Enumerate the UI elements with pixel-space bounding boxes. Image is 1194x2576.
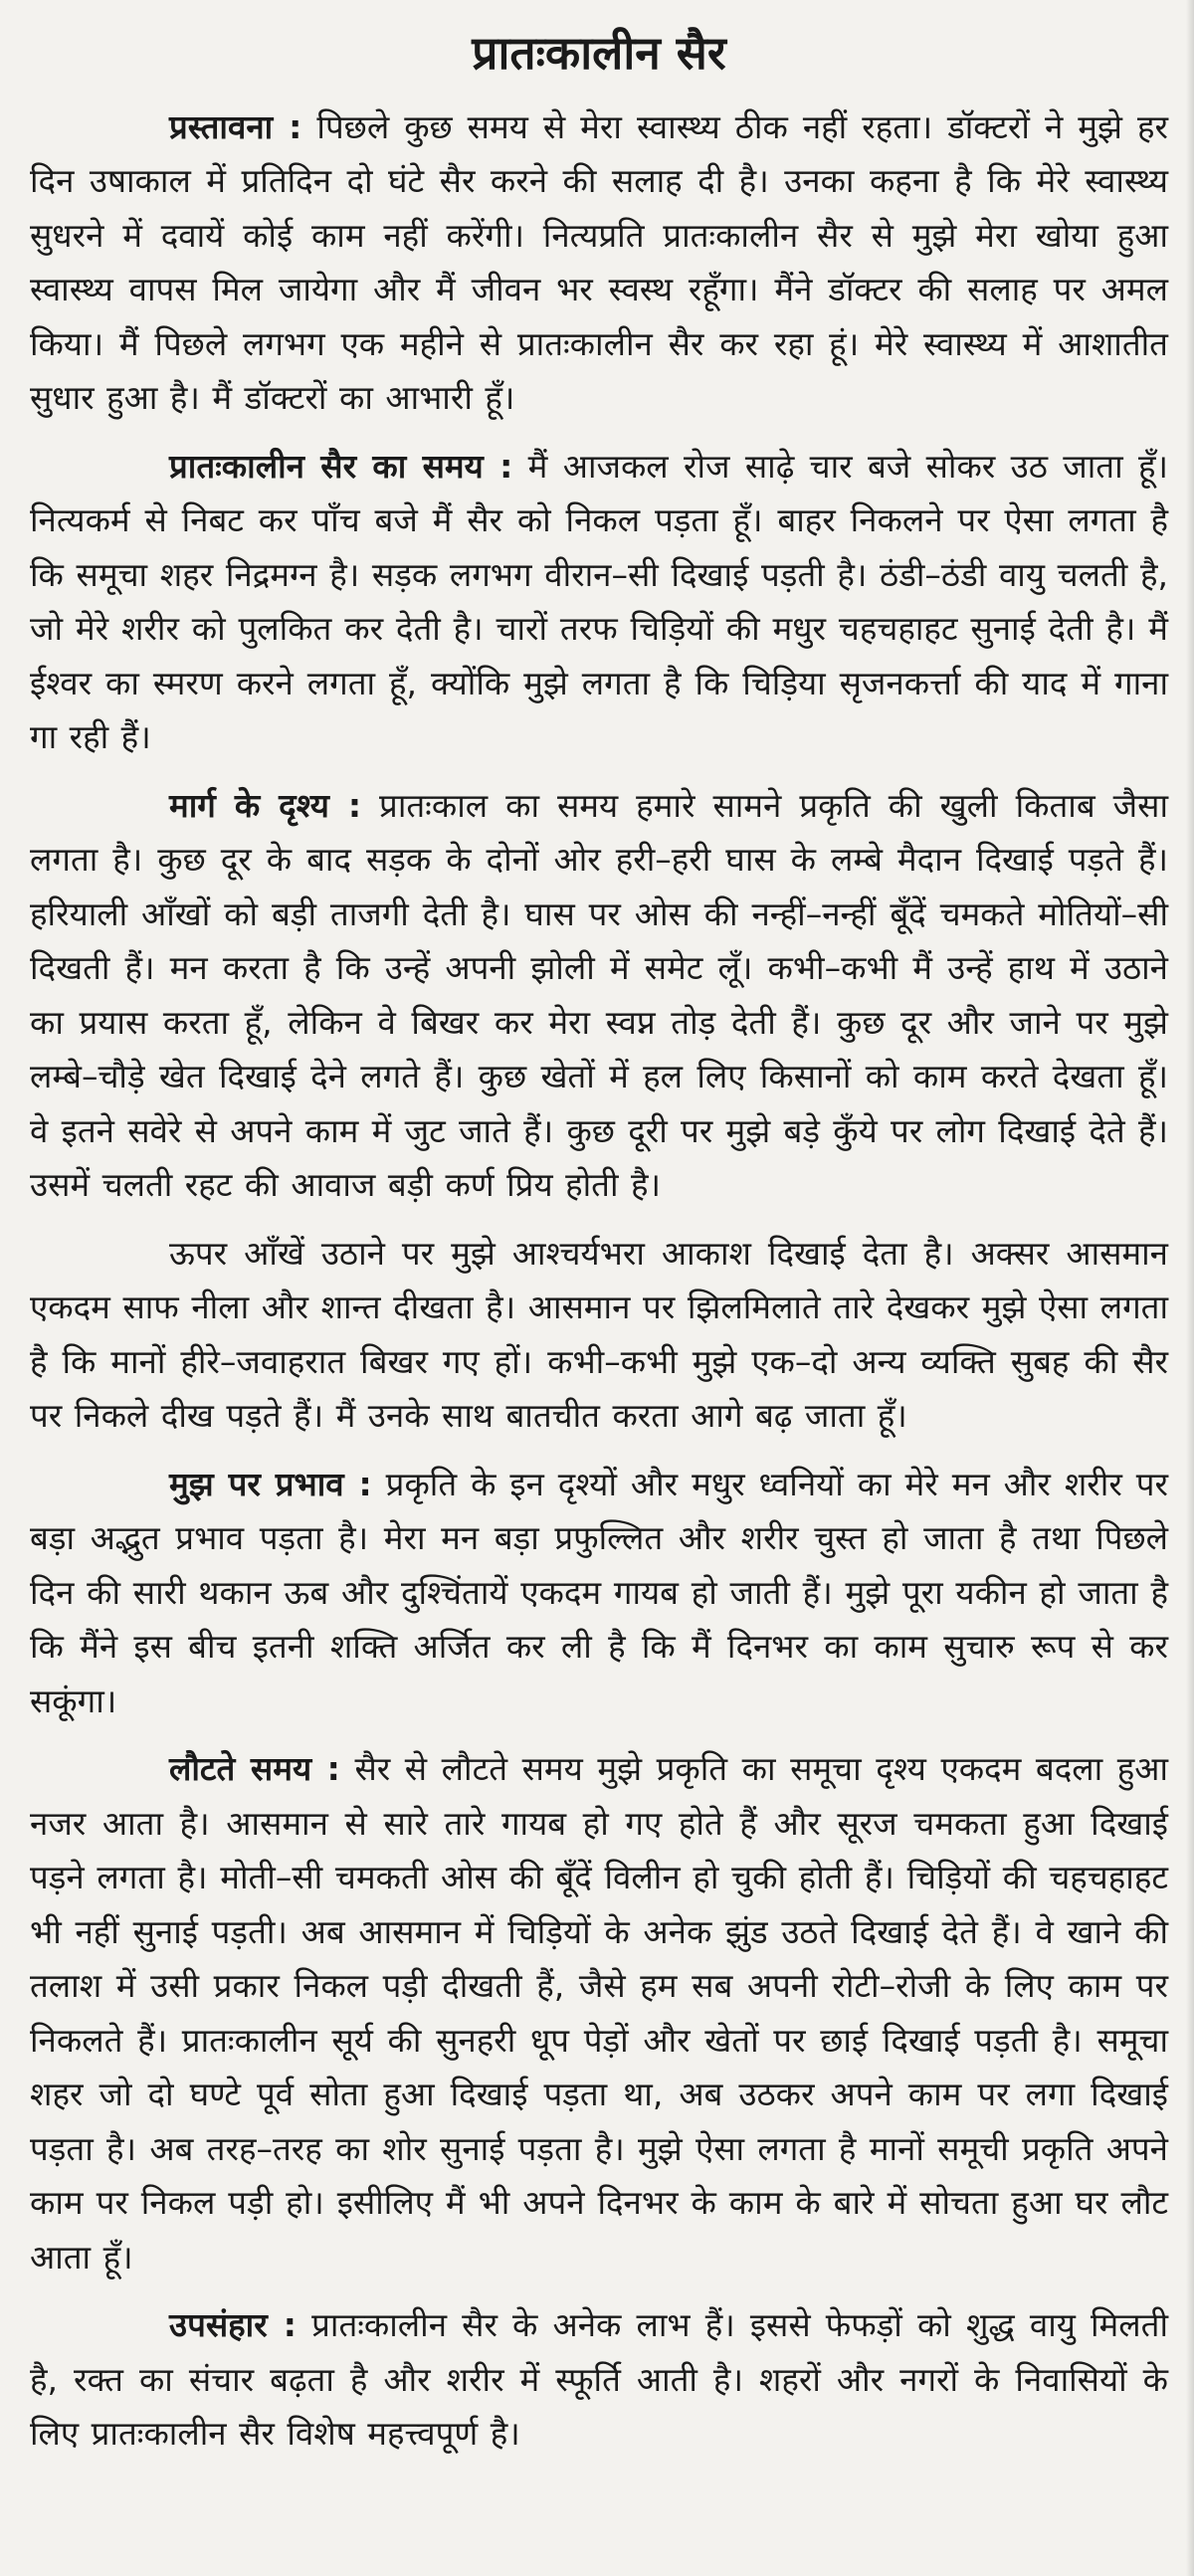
paragraph-effect-on-me xyxy=(30,1458,1168,1729)
paragraph-returning xyxy=(30,1742,1168,2284)
paragraph-route-scenes xyxy=(30,779,1168,1213)
heading-route-scenes: मार्ग के दृश्य : xyxy=(169,785,362,825)
text-returning: सैर से लौटते समय मुझे प्रकृति का समूचा दृश्य एकदम बदला हुआ नजर आता है। आसमान से सारे तारे गायब हो गए होते हैं और सूरज चमकता हुआ दिखाई पड़ने लगता है। मोती–सी चमकती ओस की बूँदें विलीन हो चुकी होती हैं। चिड़ियों की चहचहाहट भी नहीं सुनाई पड़ती। अब आसमान में चिड़ियों के अनेक झुंड उठते दिखाई देते हैं। वे खाने की तलाश में उसी प्रकार निकल पड़ी दीखती हैं, जैसे हम सब अपनी रोटी–रोजी के लिए काम पर निकलते हैं। प्रातःकालीन सूर्य की सुनहरी धूप पेड़ों और खेतों पर छाई दिखाई पड़ती है। समूचा शहर जो दो घण्टे पूर्व सोता हुआ दिखाई पड़ता था, अब उठकर अपने काम पर लगा दिखाई पड़ता है। अब तरह–तरह का शोर सुनाई पड़ता है। मुझे ऐसा लगता है मानों समूची प्रकृति अपने काम पर निकल पड़ी हो। इसीलिए मैं भी अपने दिनभर के काम के बारे में सोचता हुआ घर लौट आता हूँ। xyxy=(30,1749,1168,2277)
paragraph-sky xyxy=(30,1227,1168,1444)
text-intro: पिछले कुछ समय से मेरा स्वास्थ्य ठीक नहीं रहता। डॉक्टरों ने मुझे हर दिन उषाकाल में प्रतिदिन दो घंटे सैर करने की सलाह दी है। उनका कहना है कि मेरे स्वास्थ्य सुधरने में दवायें कोई काम नहीं करेंगी। नित्यप्रति प्रातःकालीन सैर से मुझे मेरा खोया हुआ स्वास्थ्य वापस मिल जायेगा और मैं जीवन भर स्वस्थ रहूँगा। मैंने डॉक्टर की सलाह पर अमल किया। मैं पिछले लगभग एक महीने से प्रातःकालीन सैर कर रहा हूं। मेरे स्वास्थ्य में आशातीत सुधार हुआ है। मैं डॉक्टरों का आभारी हूँ। xyxy=(30,106,1168,418)
essay-title: प्रातःकालीन सैर xyxy=(472,26,726,80)
text-route-scenes: प्रातःकाल का समय हमारे सामने प्रकृति की खुली किताब जैसा लगता है। कुछ दूर के बाद सड़क के दोनों ओर हरी–हरी घास के लम्बे मैदान दिखाई पड़ते हैं। हरियाली आँखों को बड़ी ताजगी देती है। घास पर ओस की नन्हीं–नन्हीं बूँदें चमकते मोतियों–सी दिखती हैं। मन करता है कि उन्हें अपनी झोली में समेट लूँ। कभी–कभी मैं उन्हें हाथ में उठाने का प्रयास करता हूँ, लेकिन वे बिखर कर मेरा स्वप्न तोड़ देती हैं। कुछ दूर और जाने पर मुझे लम्बे–चौड़े खेत दिखाई देने लगते हैं। कुछ खेतों में हल लिए किसानों को काम करते देखता हूँ। वे इतने सवेरे से अपने काम में जुट जाते हैं। कुछ दूरी पर मुझे बड़े कुँये पर लोग दिखाई देते हैं। उसमें चलती रहट की आवाज बड़ी कर्ण प्रिय होती है। xyxy=(30,785,1168,1205)
text-sky: ऊपर आँखें उठाने पर मुझे आश्चर्यभरा आकाश दिखाई देता है। अक्सर आसमान एकदम साफ नीला और शान्त दीखता है। आसमान पर झिलमिलाते तारे देखकर मुझे ऐसा लगता है कि मानों हीरे–जवाहरात बिखर गए हों। कभी–कभी मुझे एक–दो अन्य व्यक्ति सुबह की सैर पर निकले दीख पड़ते हैं। मैं उनके साथ बातचीत करता आगे बढ़ जाता हूँ। xyxy=(30,1233,1168,1436)
heading-effect-on-me: मुझ पर प्रभाव : xyxy=(169,1464,372,1503)
text-conclusion: प्रातःकालीन सैर के अनेक लाभ हैं। इससे फेफड़ों को शुद्ध वायु मिलती है, रक्त का संचार बढ़ता है और शरीर में स्फूर्ति आती है। शहरों और नगरों के निवासियों के लिए प्रातःकालीन सैर विशेष महत्त्वपूर्ण है। xyxy=(30,2305,1168,2454)
paragraph-intro xyxy=(30,100,1168,426)
paragraph-conclusion xyxy=(30,2298,1168,2462)
heading-intro: प्रस्तावना : xyxy=(169,106,302,146)
text-effect-on-me: प्रकृति के इन दृश्यों और मधुर ध्वनियों का मेरे मन और शरीर पर बड़ा अद्भुत प्रभाव पड़ता है। मेरा मन बड़ा प्रफुल्लित और शरीर चुस्त हो जाता है तथा पिछले दिन की सारी थकान ऊब और दुश्चिंतायें एकदम गायब हो जाती हैं। मुझे पूरा यकीन हो जाता है कि मैंने इस बीच इतनी शक्ति अर्जित कर ली है कि मैं दिनभर का काम सुचारु रूप से कर सकूंगा। xyxy=(30,1464,1168,1720)
text-morning-walk-time: मैं आजकल रोज साढ़े चार बजे सोकर उठ जाता हूँ। नित्यकर्म से निबट कर पाँच बजे मैं सैर को निकल पड़ता हूँ। बाहर निकलने पर ऐसा लगता है कि समूचा शहर निद्रमग्न है। सड़क लगभग वीरान–सी दिखाई पड़ती है। ठंडी–ठंडी वायु चलती है, जो मेरे शरीर को पुलकित कर देती है। चारों तरफ चिड़ियों की मधुर चहचहाहट सुनाई देती है। मैं ईश्वर का स्मरण करने लगता हूँ, क्योंकि मुझे लगता है कि चिड़िया सृजनकर्त्ता की याद में गाना गा रही हैं। xyxy=(30,446,1168,757)
heading-morning-walk-time: प्रातःकालीन सैर का समय : xyxy=(169,446,513,486)
heading-returning: लौटते समय : xyxy=(169,1749,340,1789)
page-edge-shadow xyxy=(1186,0,1194,2576)
heading-conclusion: उपसंहार : xyxy=(169,2305,298,2345)
paragraph-morning-walk-time xyxy=(30,440,1168,765)
